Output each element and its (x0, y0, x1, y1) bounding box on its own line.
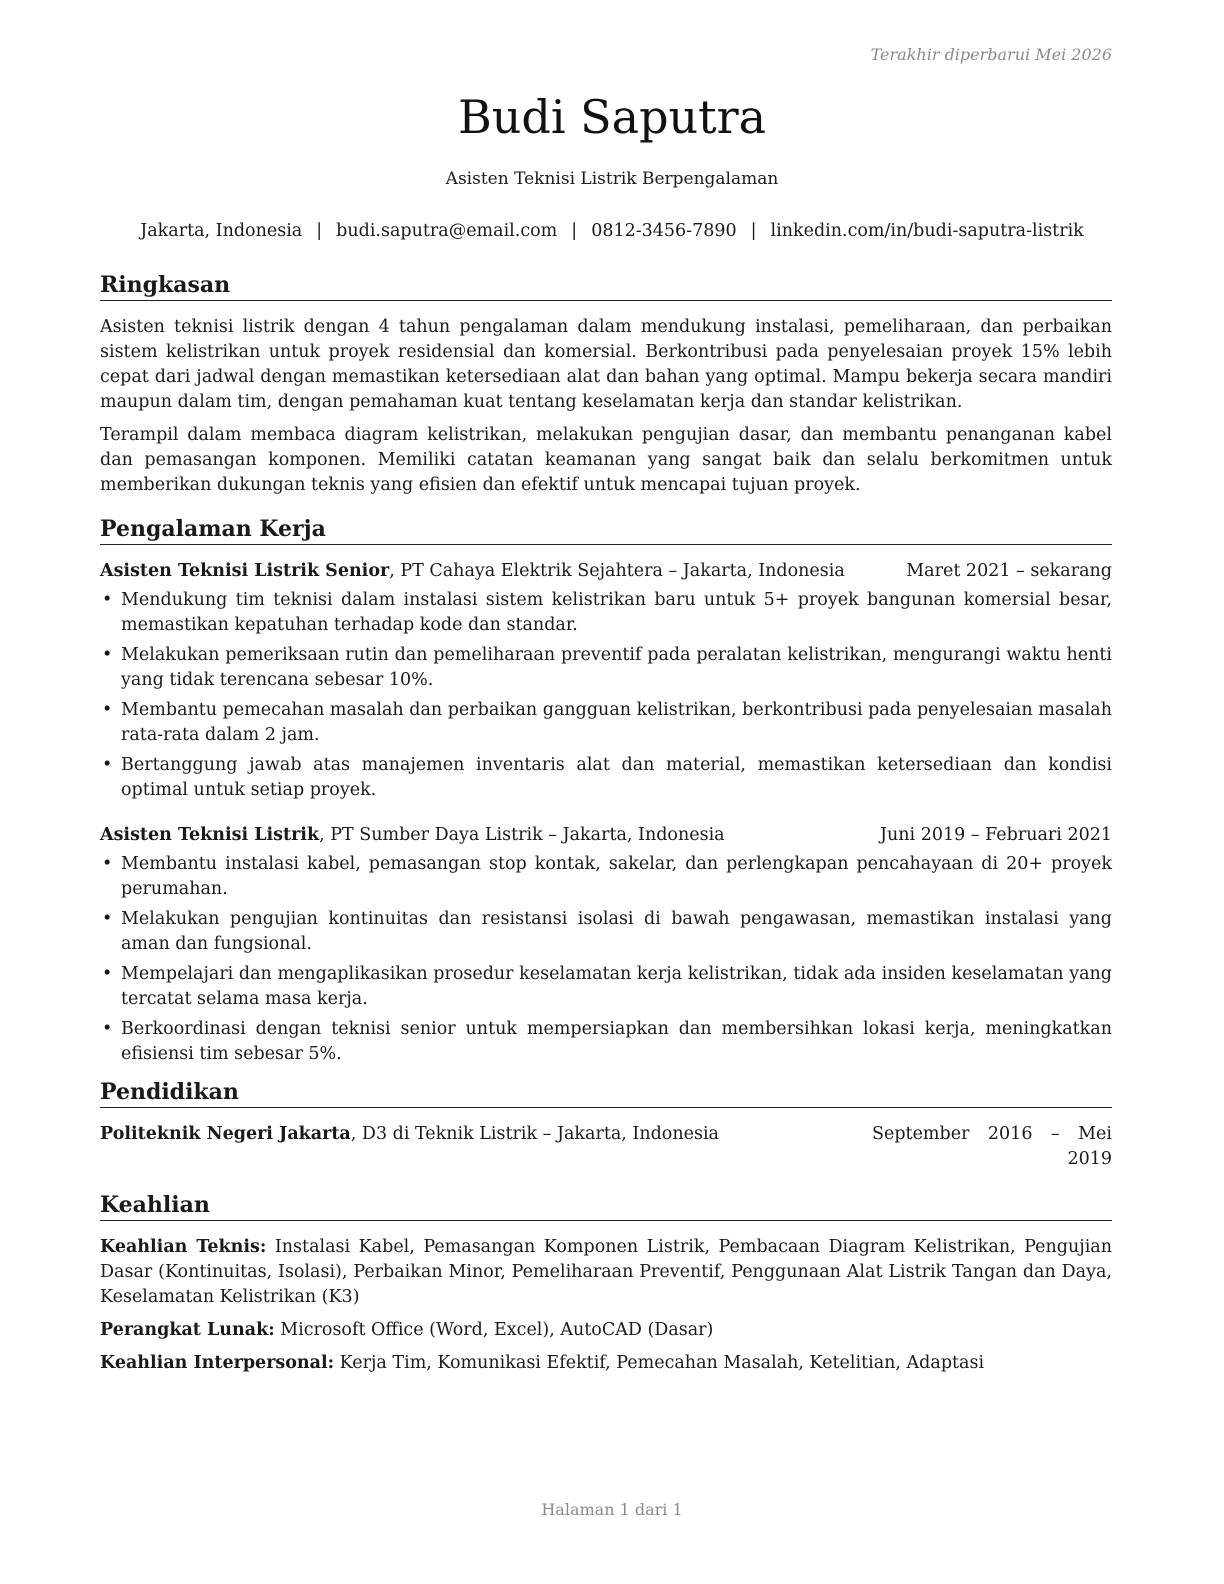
education-dates: September 2016 – Mei 2019 (872, 1124, 1112, 1169)
contact-separator: | (571, 221, 578, 241)
list-item (100, 753, 1112, 803)
skill-value: Instalasi Kabel, Pemasangan Komponen Listrik, Pembacaan Diagram Kelistrikan, Pengujian Dasar (Kontinuitas, Isolasi), Perbaikan Minor, Pemeliharaan Preventif, Penggunaan Alat Listrik Tangan dan Daya, Keselamatan Kelistrikan (K3) (100, 1237, 1112, 1307)
bullet-icon: • (102, 755, 113, 775)
bullet-text: Mendukung tim teknisi dalam instalasi sistem kelistrikan baru untuk 5+ proyek bangunan komersial besar, memastikan kepatuhan terhadap kode dan standar. (121, 590, 1112, 635)
job-role: Asisten Teknisi Listrik Senior (100, 561, 390, 581)
skill-line (100, 1351, 1112, 1376)
section-heading: Ringkasan (100, 270, 1112, 301)
experience-section (100, 514, 1112, 1067)
job-header (100, 559, 1112, 584)
bullet-text: Membantu pemecahan masalah dan perbaikan gangguan kelistrikan, berkontribusi pada penyelesaian masalah rata-rata dalam 2 jam. (121, 700, 1112, 745)
bullet-icon: • (102, 700, 113, 720)
summary-section (100, 270, 1112, 498)
education-section (100, 1077, 1112, 1172)
job-company: , PT Cahaya Elektrik Sejahtera – Jakarta, Indonesia (389, 561, 845, 581)
bullet-text: Membantu instalasi kabel, pemasangan stop kontak, sakelar, dan perlengkapan pencahayaan di 20+ proyek perumahan. (121, 854, 1112, 899)
bullet-text: Mempelajari dan mengaplikasikan prosedur keselamatan kerja kelistrikan, tidak ada insiden keselamatan yang tercatat selama masa kerja. (121, 964, 1112, 1009)
list-item (100, 588, 1112, 638)
list-item (100, 852, 1112, 902)
job-dates: Juni 2019 – Februari 2021 (879, 825, 1112, 845)
education-title-line (100, 1122, 719, 1147)
bullet-text: Melakukan pemeriksaan rutin dan pemeliharaan preventif pada peralatan kelistrikan, mengurangi waktu henti yang tidak terencana sebesar 10%. (121, 645, 1112, 690)
section-heading: Pendidikan (100, 1077, 1112, 1108)
job-header (100, 823, 1112, 848)
bullet-icon: • (102, 1019, 113, 1039)
skill-line (100, 1235, 1112, 1310)
section-heading: Pengalaman Kerja (100, 514, 1112, 545)
contact-separator: | (750, 221, 757, 241)
candidate-name: Budi Saputra (457, 90, 767, 144)
skill-label: Keahlian Interpersonal: (100, 1353, 335, 1373)
contact-location: Jakarta, Indonesia (140, 221, 303, 241)
contact-linkedin[interactable]: linkedin.com/in/budi-saputra-listrik (770, 221, 1084, 241)
list-item (100, 962, 1112, 1012)
job-company: , PT Sumber Daya Listrik – Jakarta, Indonesia (319, 825, 725, 845)
section-heading: Keahlian (100, 1190, 1112, 1221)
summary-paragraph: Asisten teknisi listrik dengan 4 tahun pengalaman dalam mendukung instalasi, pemeliharaan, dan perbaikan sistem kelistrikan untuk proyek residensial dan komersial. Berkontribusi pada penyelesaian proyek 15% lebih cepat dari jadwal dengan memastikan ketersediaan alat dan bahan yang optimal. Mampu bekerja secara mandiri maupun dalam tim, dengan pemahaman kuat tentang keselamatan kerja dan standar kelistrikan. (100, 317, 1112, 412)
bullet-icon: • (102, 645, 113, 665)
candidate-title: Asisten Teknisi Listrik Berpengalaman (445, 169, 779, 189)
bullet-text: Berkoordinasi dengan teknisi senior untuk mempersiapkan dan membersihkan lokasi kerja, meningkatkan efisiensi tim sebesar 5%. (121, 1019, 1112, 1064)
list-item (100, 643, 1112, 693)
contact-phone[interactable]: 0812-3456-7890 (591, 221, 737, 241)
list-item (100, 698, 1112, 748)
bullet-text: Melakukan pengujian kontinuitas dan resistansi isolasi di bawah pengawasan, memastikan instalasi yang aman dan fungsional. (121, 909, 1112, 954)
job-title-line (100, 823, 725, 848)
contact-line (0, 219, 1224, 243)
bullet-icon: • (102, 964, 113, 984)
job-entry (100, 823, 1112, 1067)
skills-section (100, 1190, 1112, 1376)
bullet-icon: • (102, 909, 113, 929)
bullet-icon: • (102, 854, 113, 874)
summary-paragraph: Terampil dalam membaca diagram kelistrikan, melakukan pengujian dasar, dan membantu penanganan kabel dan pemasangan komponen. Memiliki catatan keamanan yang sangat baik dan selalu berkomitmen untuk memberikan dukungan teknis yang efisien dan efektif untuk mencapai tujuan proyek. (100, 425, 1112, 495)
skill-value: Kerja Tim, Komunikasi Efektif, Pemecahan Masalah, Ketelitian, Adaptasi (334, 1353, 985, 1373)
contact-separator: | (316, 221, 323, 241)
job-bullets (100, 852, 1112, 1067)
skill-label: Keahlian Teknis: (100, 1237, 267, 1257)
bullet-icon: • (102, 590, 113, 610)
bullet-text: Bertanggung jawab atas manajemen inventaris alat dan material, memastikan ketersediaan dan kondisi optimal untuk setiap proyek. (121, 755, 1112, 800)
contact-email[interactable]: budi.saputra@email.com (336, 221, 558, 241)
school-name: Politeknik Negeri Jakarta (100, 1124, 351, 1144)
resume-content (100, 270, 1112, 1384)
skill-line (100, 1318, 1112, 1343)
job-entry (100, 559, 1112, 803)
skill-value: Microsoft Office (Word, Excel), AutoCAD (Dasar) (274, 1320, 714, 1340)
page-footer: Halaman 1 dari 1 (541, 1500, 683, 1519)
job-dates: Maret 2021 – sekarang (906, 561, 1112, 581)
list-item (100, 1017, 1112, 1067)
list-item (100, 907, 1112, 957)
education-entry (100, 1122, 1112, 1172)
job-bullets (100, 588, 1112, 803)
job-title-line (100, 559, 845, 584)
job-role: Asisten Teknisi Listrik (100, 825, 320, 845)
skill-label: Perangkat Lunak: (100, 1320, 275, 1340)
degree-detail: , D3 di Teknik Listrik – Jakarta, Indonesia (350, 1124, 719, 1144)
last-updated-note: Terakhir diperbarui Mei 2026 (870, 45, 1112, 64)
